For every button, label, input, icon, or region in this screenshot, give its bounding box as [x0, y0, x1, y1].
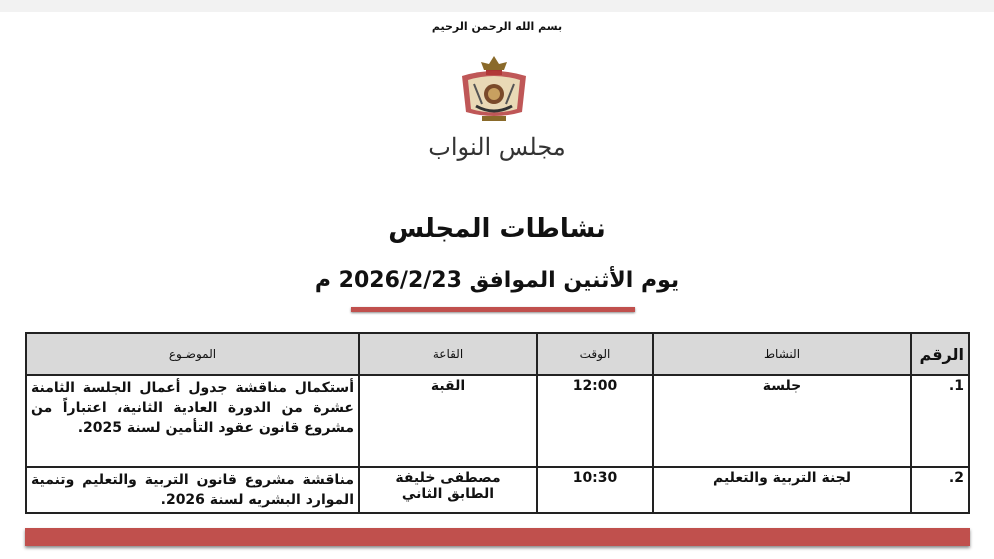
row-number: 1. — [911, 375, 969, 467]
jordan-coat-of-arms-icon — [452, 54, 536, 126]
row-number: 2. — [911, 467, 969, 513]
date-underline — [351, 307, 635, 312]
table-row — [26, 375, 969, 467]
basmala: بسم الله الرحمن الرحيم — [431, 20, 563, 33]
table-header-row — [26, 333, 969, 375]
header-time: الوقت — [537, 333, 653, 375]
header-topic: الموضـوع — [26, 333, 359, 375]
date-line: يوم الأثنين الموافق 2026/2/23 م — [314, 268, 680, 293]
row-activity: لجنة التربية والتعليم — [653, 467, 911, 513]
top-strip — [0, 0, 994, 12]
table-row — [26, 467, 969, 513]
header-hall: القاعة — [359, 333, 537, 375]
row-time: 12:00 — [537, 375, 653, 467]
header-number: الرقم — [911, 333, 969, 375]
row-topic: أستكمال مناقشة جدول أعمال الجلسة الثامنة عشرة من الدورة العادية الثانية، اعتباراً من مشروع قانون عقود التأمين لسنة 2025. — [26, 375, 359, 467]
bottom-bar — [25, 528, 970, 546]
row-time: 10:30 — [537, 467, 653, 513]
row-hall — [359, 467, 537, 513]
parliament-name: مجلس النواب — [428, 133, 566, 161]
page-title: نشاطات المجلس — [388, 214, 606, 244]
row-activity: جلسة — [653, 375, 911, 467]
row-hall: القبة — [359, 375, 537, 467]
row-hall-line2: الطابق الثاني — [401, 486, 495, 502]
row-hall-line1: مصطفى خليفة — [395, 470, 501, 486]
schedule-table — [25, 332, 970, 514]
row-topic: مناقشة مشروع قانون التربية والتعليم وتنمية الموارد البشريه لسنة 2026. — [26, 467, 359, 513]
header-activity: النشاط — [653, 333, 911, 375]
